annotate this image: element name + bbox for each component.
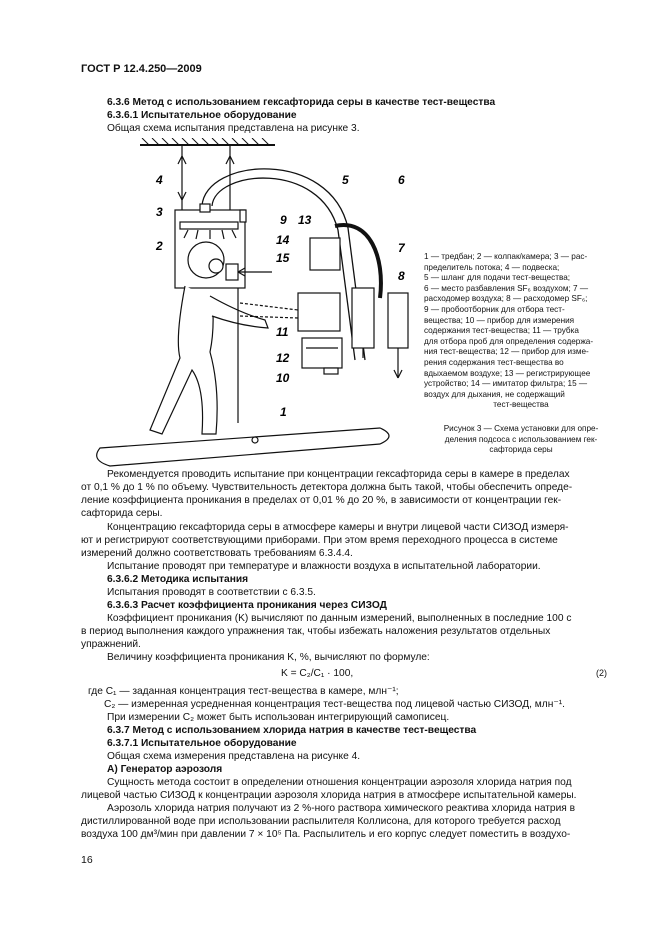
treadmill — [97, 428, 389, 466]
paragraph-line: Сущность метода состоит в определении отношения концентрации аэрозоля хлорида натрия под — [107, 777, 572, 788]
paragraph-line: ление коэффициента проникания в пределах от 0,01 % до 20 %, в зависимости от концентрации гек- — [81, 495, 562, 506]
formula-number: (2) — [596, 668, 607, 678]
caption-line: Рисунок 3 — Схема установки для опре- — [443, 424, 599, 433]
svg-text:3: 3 — [156, 205, 163, 219]
caption-line: сафторида серы — [489, 445, 553, 455]
suspension — [178, 146, 234, 210]
paragraph-line: Аэрозоль хлорида натрия получают из 2 %-ного раствора химического реактива хлорида натрия в — [107, 803, 576, 814]
svg-text:1: 1 — [280, 405, 287, 419]
svg-text:7: 7 — [398, 241, 405, 255]
legend-line: устройство; 14 — имитатор фильтра; 15 — — [424, 379, 588, 389]
paragraph-line: дистиллированной воде при использовании распылителя Коллисона, для которого требуется расход — [81, 816, 561, 827]
paragraph-line: Испытание проводят при температуре и влажности воздуха в испытательной лаборатории. — [107, 561, 541, 572]
paragraph-line: от 0,1 % до 1 % по объему. Чувствительность детектора должна быть такой, чтобы обеспечить опреде- — [81, 482, 573, 493]
where-line: C₂ — измеренная усредненная концентрация тест-вещества под лицевой частью СИЗОД, млн⁻¹. — [104, 699, 565, 710]
subsection-a-title: А) Генератор аэрозоля — [107, 764, 223, 775]
svg-text:6: 6 — [398, 173, 405, 187]
svg-text:15: 15 — [276, 251, 290, 265]
legend-line: пределитель потока; 4 — подвеска; — [424, 262, 560, 272]
legend-line: содержания тест-вещества; 11 — трубка — [424, 326, 579, 336]
legend-line: тест-вещества — [493, 400, 549, 410]
paragraph-line: Концентрацию гексафторида серы в атмосфере камеры и внутри лицевой части СИЗОД измеря- — [107, 522, 569, 533]
ceiling-hatch — [140, 138, 275, 145]
svg-text:4: 4 — [156, 173, 163, 187]
svg-text:12: 12 — [276, 351, 290, 365]
figure-3-caption — [424, 424, 618, 456]
section-6362-title: 6.3.6.2 Методика испытания — [107, 574, 249, 585]
caption-line: деления подсоса с использованием гек- — [444, 434, 598, 444]
paragraph-line: лицевой частью СИЗОД к концентрации аэрозоля хлорида натрия в атмосфере испытательной камеры. — [81, 790, 577, 801]
section-637-title: 6.3.7 Метод с использованием хлорида натрия в качестве тест-вещества — [107, 725, 477, 736]
instruments — [240, 238, 342, 374]
svg-text:2: 2 — [156, 239, 163, 253]
section-636-intro: Общая схема испытания представлена на рисунке 3. — [107, 123, 360, 134]
paragraph-line: упражнений. — [81, 639, 141, 650]
paragraph-line: измерений должно соответствовать требованиям 6.3.4.4. — [81, 548, 353, 559]
paragraph-line: Величину коэффициента проникания K, %, вычисляют по формуле: — [107, 652, 430, 663]
standard-header: ГОСТ Р 12.4.250—2009 — [81, 63, 202, 75]
section-636-title: 6.3.6 Метод с использованием гексафторида серы в качестве тест-вещества — [107, 97, 496, 108]
paragraph-line: ют и регистрируют соответствующими приборами. При этом время переходного процесса в системе — [81, 535, 558, 546]
legend-line: 1 — тредбан; 2 — колпак/камера; 3 — рас- — [424, 252, 588, 261]
paragraph-line: в период выполнения каждого упражнения так, чтобы избежать наложения результатов отдельных — [81, 626, 551, 637]
legend-line: рения содержания тест-вещества во — [424, 357, 564, 367]
paragraph-line: воздуха 100 дм³/мин при давлении 7 × 10⁵ Па. Распылитель и его корпус следует поместить в воздухо- — [81, 829, 571, 840]
test-subject — [150, 242, 268, 434]
legend-line: 9 — пробоотборник для отбора тест- — [424, 304, 565, 314]
paragraph-line: Рекомендуется проводить испытание при концентрации гексафторида серы в камере в пределах — [107, 469, 570, 480]
svg-text:8: 8 — [398, 269, 405, 283]
svg-text:9: 9 — [280, 213, 287, 227]
where-line: При измерении C₂ может быть использован интегрирующий самописец. — [107, 712, 450, 723]
section-6363-title: 6.3.6.3 Расчет коэффициента проникания через СИЗОД — [107, 600, 387, 611]
svg-text:5: 5 — [342, 173, 349, 187]
formula: K = C₂/C₁ · 100, — [281, 668, 354, 679]
page-number: 16 — [81, 854, 93, 866]
legend-line: ния тест-вещества; 12 — прибор для изме- — [424, 347, 589, 357]
flowmeters — [352, 288, 408, 378]
section-6361-title: 6.3.6.1 Испытательное оборудование — [107, 110, 297, 121]
legend-line: 5 — шланг для подачи тест-вещества; — [424, 273, 571, 283]
section-6371-title: 6.3.7.1 Испытательное оборудование — [107, 738, 297, 749]
svg-text:14: 14 — [276, 233, 290, 247]
filter-simulator — [226, 264, 272, 280]
legend-line: вещества; 10 — прибор для измерения — [424, 315, 575, 325]
paragraph-line: Испытания проводят в соответствии с 6.3.5. — [107, 587, 316, 598]
paragraph-line: Общая схема измерения представлена на рисунке 4. — [107, 751, 361, 762]
legend-line: для отбора проб для определения содержа- — [424, 336, 594, 346]
legend-line: воздух для дыхания, не содержащий — [424, 389, 565, 399]
legend-line: 6 — место разбавления SF₆ воздухом; 7 — — [424, 283, 589, 293]
paragraph-line: сафторида серы. — [81, 508, 163, 519]
svg-text:10: 10 — [276, 371, 290, 385]
figure-3-legend — [424, 252, 618, 411]
paragraph-line: Коэффициент проникания (K) вычисляют по данным измерений, выполненных в последние 100 с — [107, 613, 572, 624]
where-line: где C₁ — заданная концентрация тест-вещества в камере, млн⁻¹; — [88, 686, 399, 697]
legend-line: расходомер воздуха; 8 — расходомер SF₆; — [424, 294, 588, 304]
svg-text:13: 13 — [298, 213, 312, 227]
figure-3-diagram — [80, 138, 425, 478]
legend-line: вдыхаемом воздухе; 13 — регистрирующее — [424, 368, 591, 378]
svg-text:11: 11 — [276, 325, 289, 339]
